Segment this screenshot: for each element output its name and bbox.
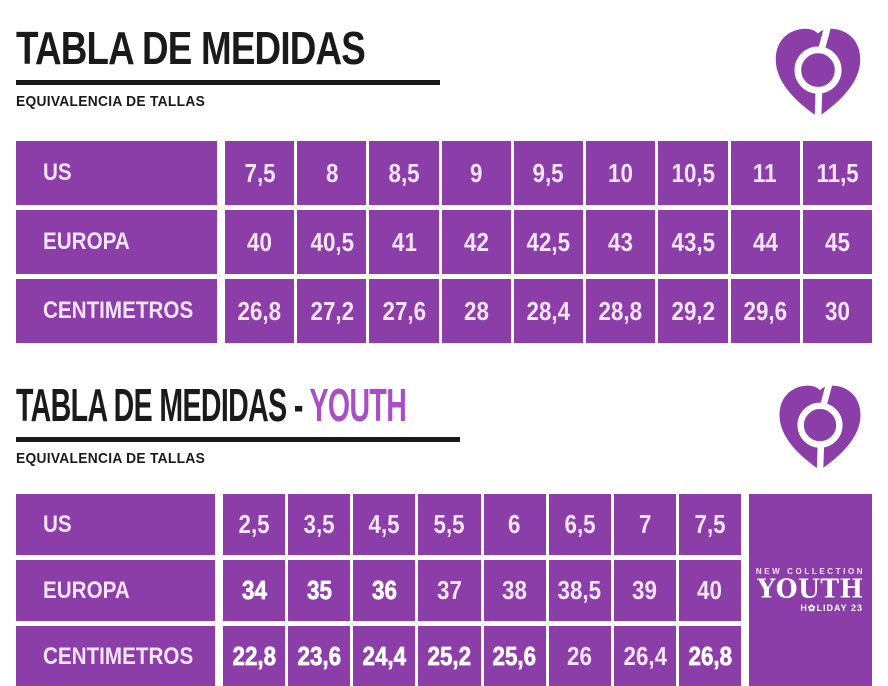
- size-cell: 43,5: [658, 210, 727, 274]
- size-cell: 40,5: [297, 210, 366, 274]
- size-cell: 34: [223, 560, 285, 621]
- size-cell: 42: [442, 210, 511, 274]
- size-cell: 27,6: [369, 279, 438, 343]
- row-label-us: US: [16, 141, 222, 205]
- youth-header: [16, 381, 872, 478]
- row-label-europa: EUROPA: [16, 560, 220, 621]
- section-youth: [16, 381, 872, 686]
- size-cell: 3,5: [288, 494, 350, 555]
- size-cell: 6: [484, 494, 546, 555]
- youth-subtitle: EQUIVALENCIA DE TALLAS: [16, 450, 206, 468]
- promo-holiday-label: H✿LIDAY 23: [800, 602, 863, 613]
- youth-title-divider: [16, 437, 460, 442]
- adult-subtitle: EQUIVALENCIA DE TALLAS: [16, 93, 206, 111]
- section-adult: [16, 24, 872, 343]
- youth-title-accent: YOUTH: [309, 379, 407, 431]
- youth-size-table: [16, 494, 872, 686]
- youth-title-block: [16, 381, 645, 467]
- size-cell: 10: [586, 141, 655, 205]
- size-cell: 9: [442, 141, 511, 205]
- size-cell: 7: [614, 494, 676, 555]
- size-cell: 24,4: [353, 626, 415, 686]
- size-cell: 25,6: [484, 626, 546, 686]
- size-cell: 4,5: [353, 494, 415, 555]
- size-cell: 22,8: [223, 626, 285, 686]
- size-cell: 11: [731, 141, 800, 205]
- size-cell: 38,5: [549, 560, 611, 621]
- size-cell: 7,5: [679, 494, 741, 555]
- size-cell: 30: [803, 279, 872, 343]
- youth-page-title: [16, 381, 406, 429]
- size-cell: 37: [418, 560, 480, 621]
- size-cell: 45: [803, 210, 872, 274]
- adult-title-divider: [16, 80, 440, 85]
- row-label-us: US: [16, 494, 220, 555]
- size-cell: 28,8: [586, 279, 655, 343]
- size-cell: 28: [442, 279, 511, 343]
- size-cell: 25,2: [418, 626, 480, 686]
- size-cell: 38: [484, 560, 546, 621]
- size-cell: 39: [614, 560, 676, 621]
- size-cell: 2,5: [223, 494, 285, 555]
- size-cell: 41: [369, 210, 438, 274]
- adult-title-block: [16, 24, 452, 110]
- size-cell: 27,2: [297, 279, 366, 343]
- row-label-centimetros: CENTIMETROS: [16, 279, 222, 343]
- adult-title-text: TABLA DE MEDIDAS: [16, 22, 366, 74]
- size-cell: 11,5: [803, 141, 872, 205]
- size-cell: 23,6: [288, 626, 350, 686]
- size-cell: 9,5: [514, 141, 583, 205]
- size-cell: 26: [549, 626, 611, 686]
- brand-logo-icon: [774, 381, 866, 478]
- size-cell: 29,6: [731, 279, 800, 343]
- size-cell: 26,8: [679, 626, 741, 686]
- row-label-centimetros: CENTIMETROS: [16, 626, 220, 686]
- promo-youth-logotype: YOUTH: [757, 573, 864, 605]
- size-cell: 42,5: [514, 210, 583, 274]
- size-cell: 40: [225, 210, 294, 274]
- adult-header: [16, 24, 872, 125]
- row-label-europa: EUROPA: [16, 210, 222, 274]
- size-cell: 26,4: [614, 626, 676, 686]
- size-cell: 10,5: [658, 141, 727, 205]
- size-cell: 28,4: [514, 279, 583, 343]
- adult-size-table: [16, 141, 872, 343]
- size-cell: 44: [731, 210, 800, 274]
- youth-promo-panel: [744, 494, 872, 686]
- size-cell: 5,5: [418, 494, 480, 555]
- youth-title-text: TABLA DE MEDIDAS -: [16, 379, 310, 431]
- size-cell: 8: [297, 141, 366, 205]
- promo-new-collection-label: NEW COLLECTION: [755, 567, 866, 577]
- size-cell: 26,8: [225, 279, 294, 343]
- adult-page-title: [16, 24, 365, 72]
- size-cell: 29,2: [658, 279, 727, 343]
- size-cell: 8,5: [369, 141, 438, 205]
- size-cell: 43: [586, 210, 655, 274]
- size-cell: 35: [288, 560, 350, 621]
- size-cell: 36: [353, 560, 415, 621]
- size-cell: 7,5: [225, 141, 294, 205]
- brand-logo-icon: [770, 24, 866, 125]
- size-cell: 40: [679, 560, 741, 621]
- size-cell: 6,5: [549, 494, 611, 555]
